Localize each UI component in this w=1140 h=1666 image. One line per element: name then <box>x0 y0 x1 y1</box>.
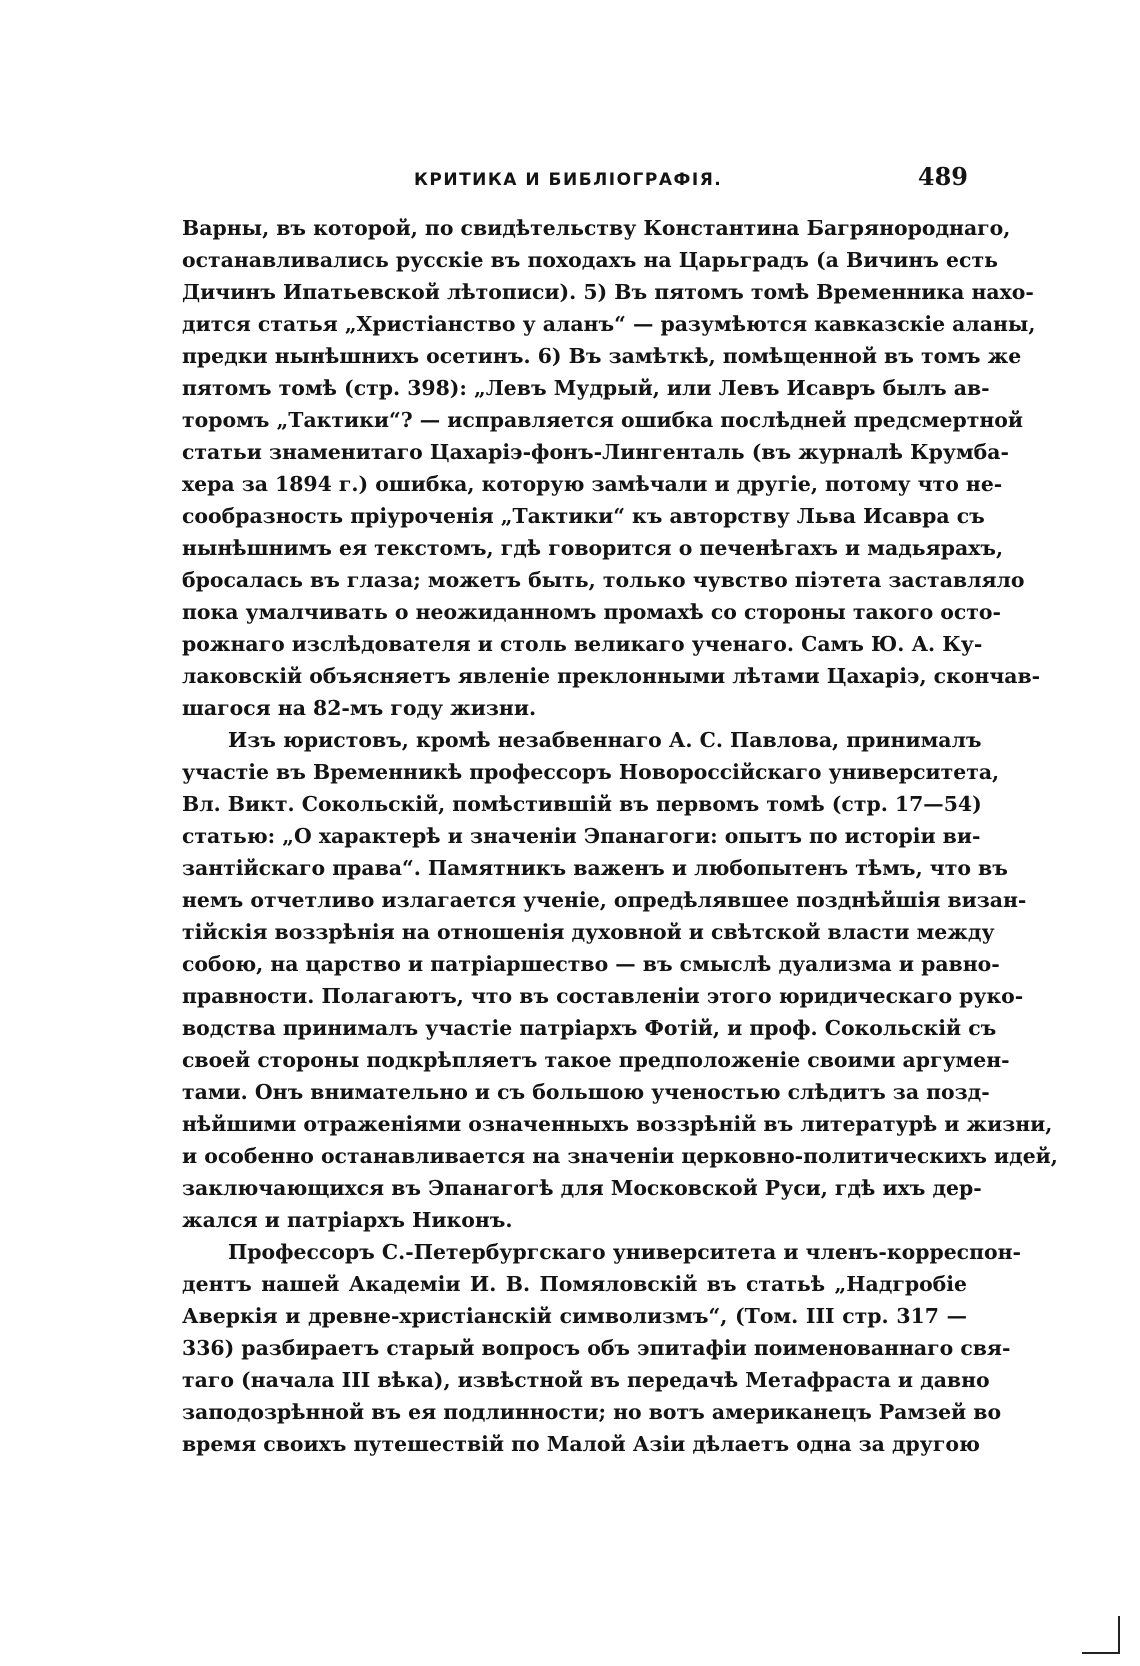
scan-corner-mark <box>1082 1616 1120 1654</box>
page-number: 489 <box>917 162 968 191</box>
text-line: статьи знаменитаго Цахаріэ-фонъ-Лингенталь (въ журналѣ Крумба- <box>182 440 1009 464</box>
text-line: заключающихся въ Эпанагогѣ для Московской Руси, гдѣ ихъ дер- <box>182 1176 982 1200</box>
text-line: водства принималъ участіе патріархъ Фотій, и проф. Сокольскій съ <box>182 1016 997 1040</box>
text-line: нынѣшнимъ ея текстомъ, гдѣ говорится о печенѣгахъ и мадьярахъ, <box>182 536 1004 560</box>
text-line: собою, на царство и патріаршество — въ смыслѣ дуализма и равно- <box>182 952 1000 976</box>
text-line: время своихъ путешествій по Малой Азіи дѣлаетъ одна за другою <box>182 1432 980 1456</box>
text-line: останавливались русскіе въ походахъ на Царьградъ (а Вичинъ есть <box>182 248 998 272</box>
text-line: рожнаго изслѣдователя и столь великаго ученаго. Самъ Ю. А. Ку- <box>182 632 983 656</box>
page-header <box>178 162 968 202</box>
text-line: дится статья „Христіанство у аланъ“ — разумѣются кавказскіе аланы, <box>182 312 1036 336</box>
text-line: пока умалчивать о неожиданномъ промахѣ со стороны такого осто- <box>182 600 1002 624</box>
text-line: дентъ нашей Академіи И. В. Помяловскій въ статьѣ „Надгробіе <box>182 1272 967 1296</box>
text-line: шагося на 82-мъ году жизни. <box>182 696 537 720</box>
body-text <box>182 212 1058 1460</box>
text-line: нѣйшими отраженіями означенныхъ воззрѣній въ литературѣ и жизни, <box>182 1112 1053 1136</box>
text-line: лаковскій объясняетъ явленіе преклонными лѣтами Цахаріэ, скончав- <box>182 664 1041 688</box>
text-line: и особенно останавливается на значеніи церковно-политическихъ идей, <box>182 1144 1058 1168</box>
text-line: пятомъ томѣ (стр. 398): „Левъ Мудрый, или Левъ Исавръ былъ ав- <box>182 376 990 400</box>
text-line: хера за 1894 г.) ошибка, которую замѣчали и другіе, потому что не- <box>182 472 1003 496</box>
text-line: сообразность пріуроченія „Тактики“ къ авторству Льва Исавра съ <box>182 504 985 528</box>
text-line: предки нынѣшнихъ осетинъ. 6) Въ замѣткѣ, помѣщенной въ томъ же <box>182 344 1022 368</box>
paragraph-start-line: Профессоръ С.-Петербургскаго университета и членъ-корреспон- <box>228 1240 1022 1264</box>
text-line: зантійскаго права“. Памятникъ важенъ и любопытенъ тѣмъ, что въ <box>182 856 1008 880</box>
text-line: торомъ „Тактики“? — исправляется ошибка послѣдней предсмертной <box>182 408 1024 432</box>
running-head: КРИТИКА И БИБЛІОГРАФІЯ. <box>414 170 723 190</box>
text-line: участіе въ Временникѣ профессоръ Новороссійскаго университета, <box>182 760 1000 784</box>
paragraph-start-line: Изъ юристовъ, кромѣ незабвеннаго А. С. Павлова, принималъ <box>228 728 982 752</box>
text-line: правности. Полагаютъ, что въ составленіи этого юридическаго руко- <box>182 984 1024 1008</box>
text-line: тами. Онъ внимательно и съ большою ученостью слѣдитъ за позд- <box>182 1080 990 1104</box>
text-line: заподозрѣнной въ ея подлинности; но вотъ американецъ Рамзей во <box>182 1400 1002 1424</box>
text-line: Вл. Викт. Сокольскій, помѣстившій въ первомъ томѣ (стр. 17—54) <box>182 792 982 816</box>
text-line: таго (начала III вѣка), извѣстной въ передачѣ Метафраста и давно <box>182 1368 990 1392</box>
text-line: Аверкія и древне-христіанскій символизмъ“, (Том. III стр. 317 — <box>182 1304 967 1328</box>
text-line: бросалась въ глаза; можетъ быть, только чувство піэтета заставляло <box>182 568 1025 592</box>
text-line: Дичинъ Ипатьевской лѣтописи). 5) Въ пятомъ томѣ Временника нахо- <box>182 280 1034 304</box>
text-line: жался и патріархъ Никонъ. <box>182 1208 513 1232</box>
text-line: Варны, въ которой, по свидѣтельству Константина Багрянороднаго, <box>182 216 1011 240</box>
text-line: своей стороны подкрѣпляетъ такое предположеніе своими аргумен- <box>182 1048 1010 1072</box>
text-line: 336) разбираетъ старый вопросъ объ эпитафіи поименованнаго свя- <box>182 1336 1011 1360</box>
text-line: статью: „О характерѣ и значеніи Эпанагоги: опытъ по исторіи ви- <box>182 824 981 848</box>
text-line: немъ отчетливо излагается ученіе, опредѣлявшее позднѣйшія визан- <box>182 888 1027 912</box>
text-line: тійскія воззрѣнія на отношенія духовной и свѣтской власти между <box>182 920 995 944</box>
